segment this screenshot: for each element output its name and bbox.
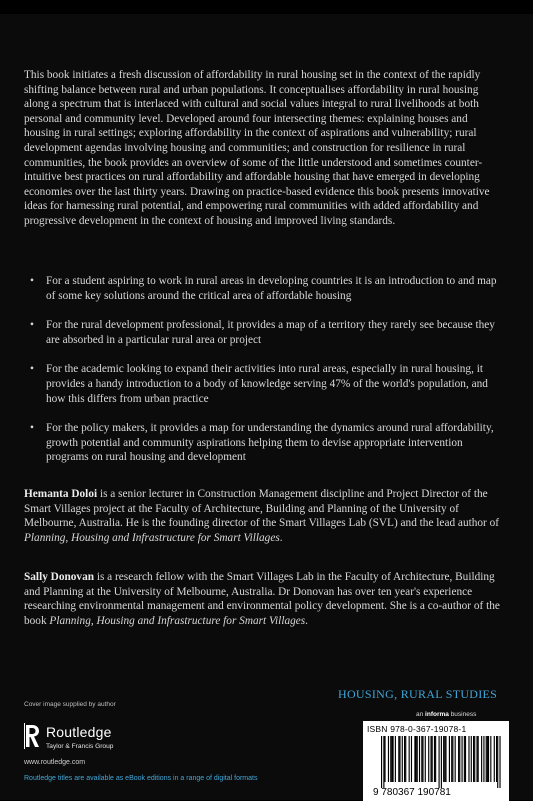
barcode-bar xyxy=(459,736,460,782)
barcode-bar xyxy=(439,736,440,788)
book-title: Planning, Housing and Infrastructure for Smart Villages xyxy=(49,614,306,627)
informa-suffix: business xyxy=(448,711,477,718)
bullet-text: For the policy makers, it provides a map for understanding the dynamics around rural affordability, growth potential and community aspirations helping them to devise appropriate intervention programs on rural housing and development xyxy=(46,422,494,464)
barcode-bar xyxy=(452,736,453,782)
isbn-label: ISBN 978-0-367-19078-1 xyxy=(367,724,467,734)
publisher-name: Routledge xyxy=(46,724,112,740)
barcode-bar xyxy=(388,736,389,782)
barcode-bar xyxy=(481,736,482,782)
barcode-bar xyxy=(455,736,456,782)
blurb-paragraph: This book initiates a fresh discussion of affordability in rural housing set in the context of the rapidly shifting balance between rural and urban populations. It conceptualises affordability in rural housing along a spectrum that is interlaced with cultural and social values integral to rural livelihoods at both personal and community level. Developed around four intersecting themes: explaining houses and housing in rural settings; exploring affordability in the context of aspirations and vulnerability; rural development agendas involving housing and communities; and construction for resilience in rural communities, the book provides an overview of some of the little understood and sometimes counter-intuitive best practices on rural affordability and affordable housing that have emerged in developing economies over the last thirty years. Drawing on practice-based evidence this book presents innovative ideas for harnessing rural potential, and empowering rural communities with added affordability and progressive development in the context of housing and improved living standards. xyxy=(24,69,490,227)
barcode-bar xyxy=(445,736,446,782)
barcode-bar xyxy=(444,736,445,782)
book-title: Planning, Housing and Infrastructure for Smart Villages xyxy=(24,531,280,544)
barcode-bar xyxy=(434,736,435,782)
barcode-bar xyxy=(494,736,495,782)
barcode-bar xyxy=(383,736,384,788)
routledge-r-icon xyxy=(24,723,42,749)
bullet-dot: • xyxy=(30,275,34,287)
barcode-bar xyxy=(425,736,426,782)
author-bio-donovan xyxy=(24,570,504,628)
barcode-bar xyxy=(441,736,442,788)
barcode-bar xyxy=(488,736,489,782)
bullet-item xyxy=(30,318,500,347)
informa-line xyxy=(416,711,476,718)
bullet-text: For a student aspiring to work in rural areas in developing countries it is an introduction to and map of some key solutions around the critical area of affordable housing xyxy=(46,275,497,302)
bullet-list xyxy=(30,274,500,480)
bullet-text: For the academic looking to expand their activities into rural areas, especially in rural housing, it provides a handy introduction to a body of knowledge serving 47% of the world's population, and how this differs from urban practice xyxy=(46,363,488,405)
barcode-bar xyxy=(465,736,466,782)
barcode-bar xyxy=(473,736,474,782)
barcode-bar xyxy=(464,736,465,782)
bullet-dot: • xyxy=(30,422,34,435)
bullet-item xyxy=(30,421,500,465)
barcode-bar xyxy=(430,736,431,782)
barcode-bar xyxy=(398,736,399,782)
barcode-bar xyxy=(497,736,498,788)
barcode-bar xyxy=(399,736,400,782)
informa-prefix: an xyxy=(416,711,426,718)
barcode-bar xyxy=(417,736,418,782)
barcode-bar xyxy=(402,736,403,782)
back-cover xyxy=(0,14,533,800)
barcode-bar xyxy=(487,736,488,782)
author-bio-text: is a senior lecturer in Construction Management discipline and Project Director of the Smart Villages project at the Faculty of Architecture, Building and Planning of the University of Melbourne, Australia. He is the founding director of the Smart Villages Lab (SVL) and the lead author of xyxy=(24,488,500,530)
barcode-bar xyxy=(486,736,487,782)
barcode-bar xyxy=(422,736,423,782)
barcode-bar xyxy=(405,736,406,782)
barcode-bar xyxy=(411,736,412,782)
barcode-bar xyxy=(443,736,444,782)
subject-category: HOUSING, RURAL STUDIES xyxy=(338,687,498,701)
barcode-bar xyxy=(435,736,436,782)
barcode-bar xyxy=(496,736,497,782)
bullet-dot: • xyxy=(30,319,34,332)
barcode xyxy=(371,736,505,798)
barcode-bar xyxy=(483,736,484,782)
barcode-bar xyxy=(414,736,415,782)
barcode-bar xyxy=(449,736,450,782)
cover-credit: Cover image supplied by author xyxy=(24,701,116,708)
barcode-bar xyxy=(490,736,491,782)
barcode-bar xyxy=(384,736,385,782)
bio-end: . xyxy=(305,614,308,627)
blurb xyxy=(24,68,504,229)
barcode-box xyxy=(363,721,509,801)
barcode-bar xyxy=(476,736,477,782)
barcode-bar xyxy=(432,736,433,782)
barcode-bar xyxy=(478,736,479,782)
informa-brand: informa xyxy=(425,711,449,718)
publisher-url[interactable]: www.routledge.com xyxy=(24,759,86,766)
barcode-bar xyxy=(458,736,459,782)
barcode-bar xyxy=(462,736,463,782)
barcode-bar xyxy=(393,736,394,782)
barcode-bar xyxy=(409,736,410,782)
author-name: Sally Donovan xyxy=(24,571,94,583)
barcode-bar xyxy=(468,736,469,782)
bullet-item xyxy=(30,274,500,303)
barcode-bar xyxy=(421,736,422,782)
author-name: Hemanta Doloi xyxy=(24,488,98,500)
author-bio-text: is a research fellow with the Smart Villages Lab in the Faculty of Architecture, Building and Planning at the University of Melbourne, Australia. Dr Donovan has over ten year's experience researching environmental management and environmental policy development. She is a co-author of the book xyxy=(24,571,500,627)
barcode-bar xyxy=(474,736,475,782)
barcode-bar xyxy=(404,736,405,782)
barcode-bar xyxy=(390,736,391,782)
bullet-item xyxy=(30,362,500,406)
publisher-group: Taylor & Francis Group xyxy=(46,743,114,750)
barcode-bar xyxy=(471,736,472,782)
barcode-bar xyxy=(381,736,382,788)
barcode-bar xyxy=(391,736,392,782)
barcode-bar xyxy=(428,736,429,782)
bullet-text: For the rural development professional, it provides a map of a territory they rarely see because they are absorbed in a particular rural area or project xyxy=(46,319,495,346)
barcode-bar xyxy=(395,736,396,782)
barcode-bar xyxy=(416,736,417,782)
bullet-dot: • xyxy=(30,363,34,376)
ebook-note: Routledge titles are available as eBook editions in a range of digital formats xyxy=(24,775,258,782)
barcode-bar xyxy=(451,736,452,782)
author-bio-doloi xyxy=(24,487,504,545)
routledge-logo xyxy=(24,721,144,757)
barcode-bar xyxy=(419,736,420,782)
barcode-bar xyxy=(499,736,500,788)
barcode-digits: 9 780367 190781 xyxy=(373,787,451,798)
bio-end: . xyxy=(279,531,283,544)
